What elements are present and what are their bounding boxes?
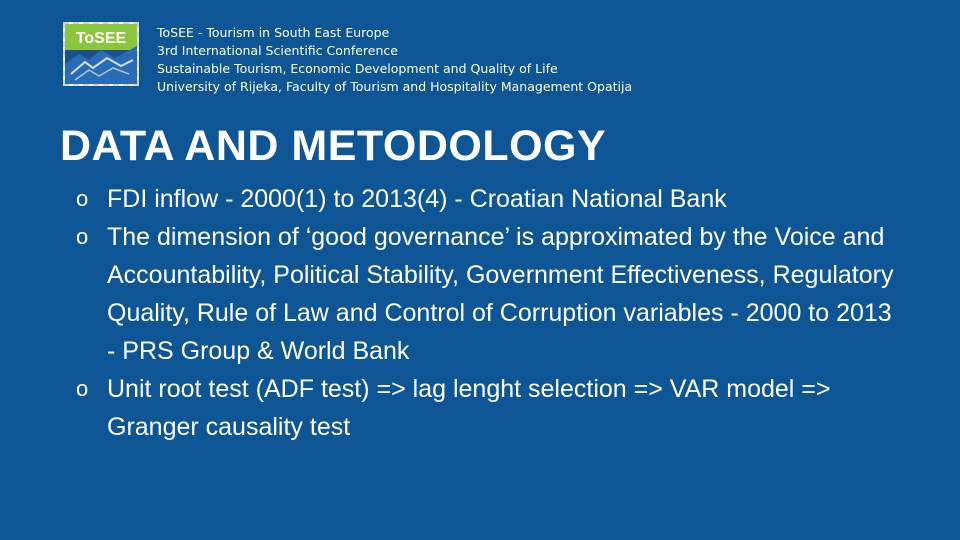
bullet-marker: o bbox=[76, 376, 89, 401]
header-line: Sustainable Tourism, Economic Development and Quality of Life bbox=[157, 61, 558, 76]
bullet-list bbox=[76, 180, 906, 446]
conference-header bbox=[157, 24, 632, 96]
header-line: ToSEE - Tourism in South East Europe bbox=[157, 25, 390, 40]
bullet-text: The dimension of ‘good governance’ is approximated by the Voice and Accountability, Political Stability, Government Effectiveness, Regulatory Quality, Rule of Law and Control of Corruption variables - 2000 to 2013 - PRS Group & World Bank bbox=[107, 223, 894, 365]
header-line: 3rd International Scientific Conference bbox=[157, 43, 398, 58]
bullet-marker: o bbox=[76, 224, 89, 249]
logo-text: ToSEE bbox=[75, 30, 127, 47]
bullet-item bbox=[76, 180, 906, 218]
header-line: University of Rijeka, Faculty of Tourism and Hospitality Management Opatija bbox=[157, 79, 633, 94]
slide-title: DATA AND METODOLOGY bbox=[60, 122, 607, 170]
bullet-marker: o bbox=[76, 186, 89, 211]
bullet-text: FDI inflow - 2000(1) to 2013(4) - Croatian National Bank bbox=[107, 185, 727, 213]
bullet-item bbox=[76, 370, 906, 446]
bullet-text: Unit root test (ADF test) => lag lenght selection => VAR model => Granger causality test bbox=[107, 375, 831, 441]
bullet-item bbox=[76, 218, 906, 370]
tosee-logo bbox=[63, 22, 139, 86]
tosee-logo-graphic bbox=[65, 24, 137, 84]
